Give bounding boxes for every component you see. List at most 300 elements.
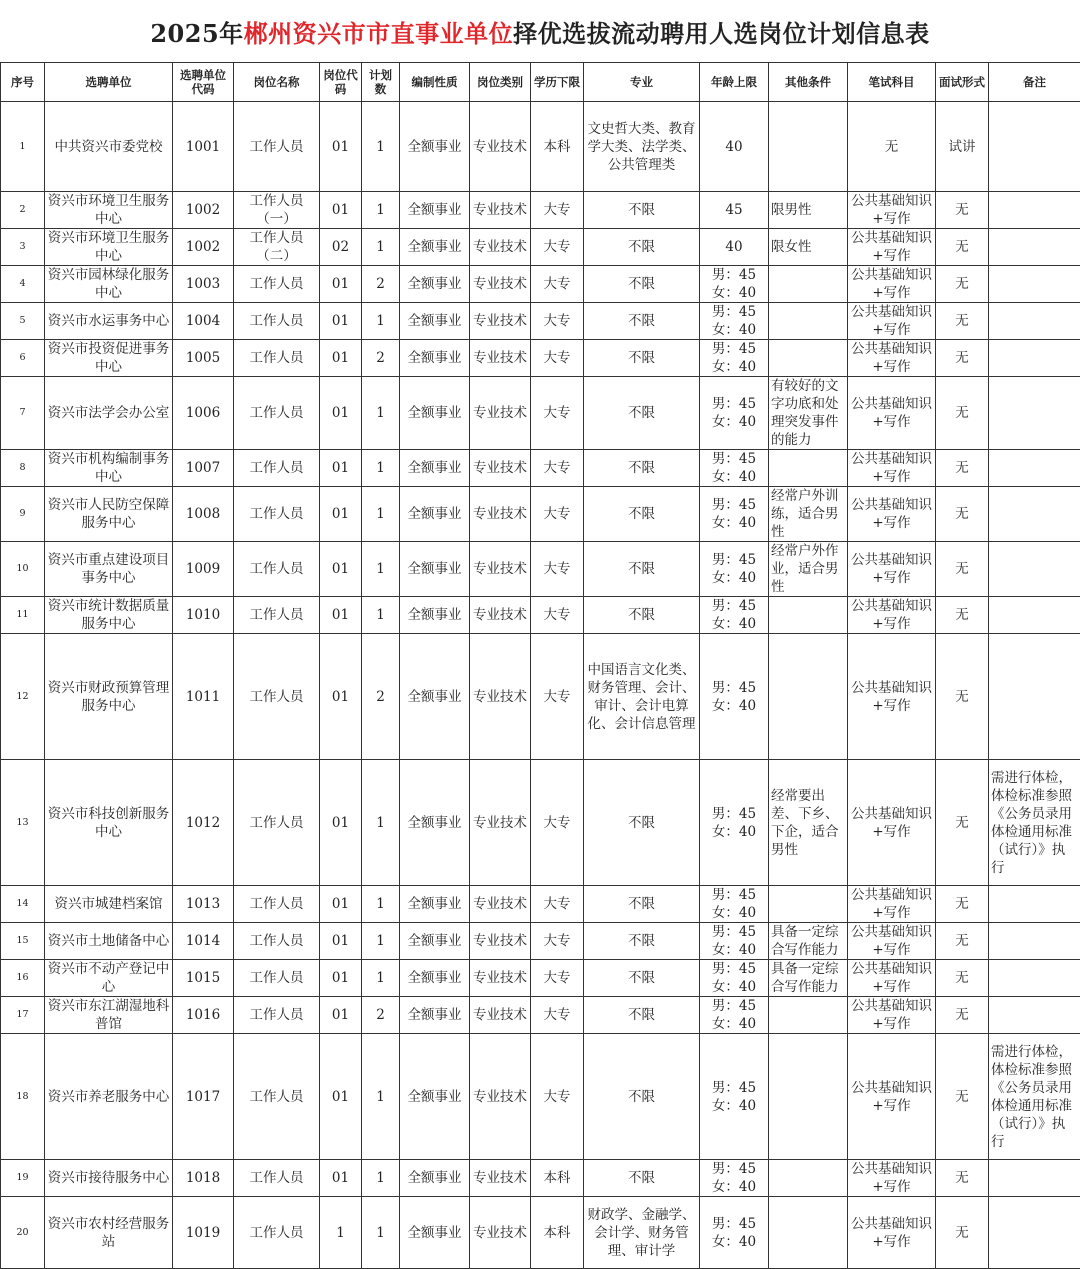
cell-interview: 无 xyxy=(936,542,989,597)
cell-note xyxy=(989,102,1080,192)
cell-num: 1 xyxy=(362,1034,400,1160)
cell-seq: 1 xyxy=(1,102,45,192)
cell-seq: 12 xyxy=(1,634,45,760)
cell-note xyxy=(989,997,1080,1034)
cell-pcode: 01 xyxy=(320,542,362,597)
cell-code: 1008 xyxy=(173,487,234,542)
cell-num: 1 xyxy=(362,487,400,542)
cell-category: 专业技术 xyxy=(470,886,531,923)
cell-category: 专业技术 xyxy=(470,1034,531,1160)
table-row xyxy=(1,192,1080,229)
cell-age: 男：45 女：40 xyxy=(700,1197,769,1269)
cell-nature: 全额事业 xyxy=(400,192,470,229)
cell-exam: 公共基础知识+写作 xyxy=(848,340,936,377)
cell-age: 男：45 女：40 xyxy=(700,760,769,886)
cell-category: 专业技术 xyxy=(470,1160,531,1197)
header-cell: 笔试科目 xyxy=(848,63,936,102)
cell-seq: 3 xyxy=(1,229,45,266)
cell-pcode: 01 xyxy=(320,1034,362,1160)
cell-category: 专业技术 xyxy=(470,450,531,487)
cell-seq: 8 xyxy=(1,450,45,487)
cell-category: 专业技术 xyxy=(470,102,531,192)
cell-exam: 公共基础知识+写作 xyxy=(848,266,936,303)
cell-post: 工作人员 xyxy=(234,960,320,997)
cell-major: 不限 xyxy=(584,1160,700,1197)
table-row xyxy=(1,597,1080,634)
cell-note xyxy=(989,923,1080,960)
cell-exam: 公共基础知识+写作 xyxy=(848,303,936,340)
cell-major: 财政学、金融学、会计学、财务管理、审计学 xyxy=(584,1197,700,1269)
cell-other: 限男性 xyxy=(769,192,848,229)
cell-pcode: 01 xyxy=(320,377,362,450)
cell-edu: 大专 xyxy=(531,377,584,450)
cell-post: 工作人员 xyxy=(234,997,320,1034)
header-row xyxy=(1,63,1080,102)
cell-edu: 大专 xyxy=(531,1034,584,1160)
cell-pcode: 01 xyxy=(320,886,362,923)
cell-nature: 全额事业 xyxy=(400,340,470,377)
cell-age: 男：45 女：40 xyxy=(700,1034,769,1160)
cell-nature: 全额事业 xyxy=(400,450,470,487)
cell-exam: 公共基础知识+写作 xyxy=(848,760,936,886)
cell-nature: 全额事业 xyxy=(400,634,470,760)
cell-pcode: 01 xyxy=(320,597,362,634)
cell-nature: 全额事业 xyxy=(400,886,470,923)
cell-note: 需进行体检，体检标准参照《公务员录用体检通用标准（试行）》执行 xyxy=(989,1034,1080,1160)
table-row xyxy=(1,229,1080,266)
cell-nature: 全额事业 xyxy=(400,960,470,997)
cell-code: 1005 xyxy=(173,340,234,377)
cell-unit: 资兴市园林绿化服务中心 xyxy=(45,266,173,303)
cell-unit: 资兴市重点建设项目事务中心 xyxy=(45,542,173,597)
cell-major: 不限 xyxy=(584,487,700,542)
cell-nature: 全额事业 xyxy=(400,102,470,192)
cell-unit: 资兴市机构编制事务中心 xyxy=(45,450,173,487)
cell-seq: 16 xyxy=(1,960,45,997)
cell-major: 文史哲大类、教育学大类、法学类、公共管理类 xyxy=(584,102,700,192)
cell-category: 专业技术 xyxy=(470,997,531,1034)
table-row xyxy=(1,997,1080,1034)
cell-interview: 无 xyxy=(936,266,989,303)
cell-num: 2 xyxy=(362,634,400,760)
cell-age: 男：45 女：40 xyxy=(700,266,769,303)
table-row xyxy=(1,960,1080,997)
cell-post: 工作人员 xyxy=(234,1034,320,1160)
title-rest: 择优选拔流动聘用人选岗位计划信息表 xyxy=(513,14,930,49)
cell-nature: 全额事业 xyxy=(400,597,470,634)
cell-exam: 公共基础知识+写作 xyxy=(848,192,936,229)
cell-interview: 无 xyxy=(936,377,989,450)
cell-exam: 公共基础知识+写作 xyxy=(848,542,936,597)
cell-code: 1002 xyxy=(173,192,234,229)
cell-seq: 14 xyxy=(1,886,45,923)
cell-category: 专业技术 xyxy=(470,597,531,634)
cell-interview: 无 xyxy=(936,1160,989,1197)
cell-other xyxy=(769,634,848,760)
cell-unit: 资兴市财政预算管理服务中心 xyxy=(45,634,173,760)
cell-age: 男：45 女：40 xyxy=(700,960,769,997)
cell-code: 1002 xyxy=(173,229,234,266)
cell-code: 1009 xyxy=(173,542,234,597)
cell-major: 不限 xyxy=(584,450,700,487)
header-cell: 备注 xyxy=(989,63,1080,102)
cell-age: 男：45 女：40 xyxy=(700,487,769,542)
cell-nature: 全额事业 xyxy=(400,1160,470,1197)
header-cell: 其他条件 xyxy=(769,63,848,102)
table-row xyxy=(1,266,1080,303)
cell-num: 2 xyxy=(362,266,400,303)
cell-seq: 11 xyxy=(1,597,45,634)
cell-other: 经常户外作业，适合男性 xyxy=(769,542,848,597)
cell-pcode: 1 xyxy=(320,1197,362,1269)
cell-code: 1017 xyxy=(173,1034,234,1160)
cell-pcode: 01 xyxy=(320,102,362,192)
header-cell: 选聘单位代码 xyxy=(173,63,234,102)
cell-interview: 无 xyxy=(936,997,989,1034)
cell-edu: 大专 xyxy=(531,597,584,634)
cell-code: 1015 xyxy=(173,960,234,997)
cell-edu: 大专 xyxy=(531,229,584,266)
cell-category: 专业技术 xyxy=(470,340,531,377)
cell-pcode: 01 xyxy=(320,340,362,377)
cell-interview: 无 xyxy=(936,229,989,266)
cell-interview: 无 xyxy=(936,303,989,340)
cell-post: 工作人员 xyxy=(234,340,320,377)
cell-pcode: 01 xyxy=(320,760,362,886)
cell-num: 1 xyxy=(362,377,400,450)
cell-exam: 公共基础知识+写作 xyxy=(848,634,936,760)
cell-edu: 大专 xyxy=(531,634,584,760)
cell-code: 1003 xyxy=(173,266,234,303)
cell-code: 1012 xyxy=(173,760,234,886)
cell-category: 专业技术 xyxy=(470,266,531,303)
cell-nature: 全额事业 xyxy=(400,542,470,597)
cell-num: 1 xyxy=(362,1197,400,1269)
cell-seq: 7 xyxy=(1,377,45,450)
cell-exam: 公共基础知识+写作 xyxy=(848,377,936,450)
cell-other: 限女性 xyxy=(769,229,848,266)
cell-category: 专业技术 xyxy=(470,923,531,960)
cell-pcode: 01 xyxy=(320,487,362,542)
cell-seq: 5 xyxy=(1,303,45,340)
table-row xyxy=(1,1034,1080,1160)
cell-code: 1014 xyxy=(173,923,234,960)
cell-seq: 20 xyxy=(1,1197,45,1269)
cell-exam: 公共基础知识+写作 xyxy=(848,1197,936,1269)
cell-age: 男：45 女：40 xyxy=(700,542,769,597)
cell-category: 专业技术 xyxy=(470,760,531,886)
header-cell: 面试形式 xyxy=(936,63,989,102)
cell-edu: 大专 xyxy=(531,923,584,960)
cell-seq: 2 xyxy=(1,192,45,229)
cell-seq: 10 xyxy=(1,542,45,597)
cell-nature: 全额事业 xyxy=(400,1197,470,1269)
cell-age: 男：45 女：40 xyxy=(700,997,769,1034)
cell-major: 不限 xyxy=(584,192,700,229)
cell-post: 工作人员 xyxy=(234,760,320,886)
cell-edu: 大专 xyxy=(531,960,584,997)
cell-major: 不限 xyxy=(584,923,700,960)
cell-note xyxy=(989,487,1080,542)
cell-edu: 本科 xyxy=(531,1160,584,1197)
cell-note xyxy=(989,266,1080,303)
cell-age: 40 xyxy=(700,229,769,266)
cell-num: 1 xyxy=(362,450,400,487)
cell-edu: 大专 xyxy=(531,266,584,303)
cell-pcode: 01 xyxy=(320,960,362,997)
cell-pcode: 02 xyxy=(320,229,362,266)
cell-note xyxy=(989,886,1080,923)
cell-post: 工作人员 xyxy=(234,886,320,923)
cell-post: 工作人员 xyxy=(234,487,320,542)
cell-age: 男：45 女：40 xyxy=(700,597,769,634)
cell-exam: 公共基础知识+写作 xyxy=(848,229,936,266)
table-row xyxy=(1,760,1080,886)
cell-note xyxy=(989,377,1080,450)
header-cell: 岗位名称 xyxy=(234,63,320,102)
cell-major: 中国语言文化类、财务管理、会计、审计、会计电算化、会计信息管理 xyxy=(584,634,700,760)
cell-unit: 资兴市土地储备中心 xyxy=(45,923,173,960)
cell-interview: 无 xyxy=(936,634,989,760)
table-row xyxy=(1,1197,1080,1269)
cell-note xyxy=(989,634,1080,760)
cell-num: 2 xyxy=(362,340,400,377)
cell-major: 不限 xyxy=(584,266,700,303)
cell-category: 专业技术 xyxy=(470,487,531,542)
cell-edu: 本科 xyxy=(531,1197,584,1269)
cell-num: 1 xyxy=(362,760,400,886)
cell-interview: 无 xyxy=(936,597,989,634)
cell-major: 不限 xyxy=(584,340,700,377)
cell-nature: 全额事业 xyxy=(400,760,470,886)
cell-seq: 4 xyxy=(1,266,45,303)
cell-age: 男：45 女：40 xyxy=(700,377,769,450)
cell-other xyxy=(769,1160,848,1197)
header-cell: 岗位类别 xyxy=(470,63,531,102)
cell-post: 工作人员 xyxy=(234,102,320,192)
cell-category: 专业技术 xyxy=(470,634,531,760)
cell-interview: 无 xyxy=(936,923,989,960)
header-cell: 岗位代码 xyxy=(320,63,362,102)
cell-category: 专业技术 xyxy=(470,192,531,229)
table-row xyxy=(1,377,1080,450)
cell-post: 工作人员 xyxy=(234,597,320,634)
table-row xyxy=(1,1160,1080,1197)
cell-code: 1006 xyxy=(173,377,234,450)
cell-exam: 公共基础知识+写作 xyxy=(848,597,936,634)
cell-major: 不限 xyxy=(584,542,700,597)
header-cell: 编制性质 xyxy=(400,63,470,102)
cell-category: 专业技术 xyxy=(470,303,531,340)
cell-seq: 9 xyxy=(1,487,45,542)
cell-nature: 全额事业 xyxy=(400,1034,470,1160)
cell-other xyxy=(769,597,848,634)
cell-nature: 全额事业 xyxy=(400,487,470,542)
cell-age: 男：45 女：40 xyxy=(700,923,769,960)
cell-age: 45 xyxy=(700,192,769,229)
cell-nature: 全额事业 xyxy=(400,266,470,303)
cell-unit: 资兴市东江湖湿地科普馆 xyxy=(45,997,173,1034)
cell-other: 具备一定综合写作能力 xyxy=(769,960,848,997)
cell-major: 不限 xyxy=(584,960,700,997)
cell-other: 经常户外训练，适合男性 xyxy=(769,487,848,542)
cell-pcode: 01 xyxy=(320,634,362,760)
table-row xyxy=(1,303,1080,340)
cell-other xyxy=(769,102,848,192)
cell-post: 工作人员 xyxy=(234,1160,320,1197)
cell-seq: 13 xyxy=(1,760,45,886)
cell-note xyxy=(989,597,1080,634)
header-cell: 选聘单位 xyxy=(45,63,173,102)
cell-post: 工作人员 xyxy=(234,542,320,597)
cell-major: 不限 xyxy=(584,229,700,266)
cell-seq: 17 xyxy=(1,997,45,1034)
cell-post: 工作人员 xyxy=(234,634,320,760)
cell-edu: 大专 xyxy=(531,303,584,340)
cell-post: 工作人员 xyxy=(234,377,320,450)
cell-code: 1019 xyxy=(173,1197,234,1269)
table-row xyxy=(1,450,1080,487)
cell-nature: 全额事业 xyxy=(400,303,470,340)
cell-category: 专业技术 xyxy=(470,960,531,997)
cell-other xyxy=(769,1034,848,1160)
cell-age: 男：45 女：40 xyxy=(700,340,769,377)
cell-unit: 资兴市不动产登记中心 xyxy=(45,960,173,997)
cell-unit: 资兴市投资促进事务中心 xyxy=(45,340,173,377)
cell-interview: 无 xyxy=(936,340,989,377)
cell-pcode: 01 xyxy=(320,303,362,340)
cell-nature: 全额事业 xyxy=(400,377,470,450)
cell-other xyxy=(769,450,848,487)
cell-unit: 资兴市水运事务中心 xyxy=(45,303,173,340)
cell-other xyxy=(769,340,848,377)
cell-code: 1016 xyxy=(173,997,234,1034)
cell-num: 1 xyxy=(362,597,400,634)
cell-num: 1 xyxy=(362,192,400,229)
cell-edu: 大专 xyxy=(531,340,584,377)
cell-post: 工作人员 xyxy=(234,266,320,303)
cell-note xyxy=(989,229,1080,266)
cell-exam: 公共基础知识+写作 xyxy=(848,1160,936,1197)
cell-nature: 全额事业 xyxy=(400,229,470,266)
cell-pcode: 01 xyxy=(320,1160,362,1197)
cell-note xyxy=(989,192,1080,229)
cell-post: 工作人员 xyxy=(234,303,320,340)
cell-code: 1013 xyxy=(173,886,234,923)
cell-major: 不限 xyxy=(584,303,700,340)
cell-note: 需进行体检，体检标准参照《公务员录用体检通用标准（试行）》执行 xyxy=(989,760,1080,886)
cell-exam: 公共基础知识+写作 xyxy=(848,997,936,1034)
cell-nature: 全额事业 xyxy=(400,997,470,1034)
cell-major: 不限 xyxy=(584,597,700,634)
cell-code: 1001 xyxy=(173,102,234,192)
cell-unit: 资兴市城建档案馆 xyxy=(45,886,173,923)
cell-age: 男：45 女：40 xyxy=(700,450,769,487)
cell-unit: 资兴市养老服务中心 xyxy=(45,1034,173,1160)
cell-num: 1 xyxy=(362,923,400,960)
cell-exam: 公共基础知识+写作 xyxy=(848,923,936,960)
cell-unit: 资兴市统计数据质量服务中心 xyxy=(45,597,173,634)
cell-unit: 资兴市环境卫生服务中心 xyxy=(45,192,173,229)
cell-interview: 无 xyxy=(936,760,989,886)
cell-age: 40 xyxy=(700,102,769,192)
cell-note xyxy=(989,340,1080,377)
cell-category: 专业技术 xyxy=(470,542,531,597)
cell-edu: 大专 xyxy=(531,450,584,487)
cell-pcode: 01 xyxy=(320,450,362,487)
cell-pcode: 01 xyxy=(320,266,362,303)
cell-note xyxy=(989,960,1080,997)
cell-seq: 19 xyxy=(1,1160,45,1197)
cell-num: 1 xyxy=(362,886,400,923)
cell-unit: 资兴市科技创新服务中心 xyxy=(45,760,173,886)
cell-unit: 资兴市人民防空保障服务中心 xyxy=(45,487,173,542)
cell-code: 1018 xyxy=(173,1160,234,1197)
cell-edu: 大专 xyxy=(531,760,584,886)
cell-seq: 6 xyxy=(1,340,45,377)
cell-nature: 全额事业 xyxy=(400,923,470,960)
cell-unit: 中共资兴市委党校 xyxy=(45,102,173,192)
cell-interview: 无 xyxy=(936,487,989,542)
cell-age: 男：45 女：40 xyxy=(700,634,769,760)
title-year: 2025年 xyxy=(150,14,243,49)
page-title xyxy=(0,0,1080,62)
cell-interview: 试讲 xyxy=(936,102,989,192)
header-cell: 年龄上限 xyxy=(700,63,769,102)
cell-major: 不限 xyxy=(584,886,700,923)
cell-code: 1007 xyxy=(173,450,234,487)
cell-post: 工作人员 xyxy=(234,923,320,960)
table-row xyxy=(1,340,1080,377)
table-row xyxy=(1,923,1080,960)
cell-note xyxy=(989,450,1080,487)
cell-post: 工作人员（二） xyxy=(234,229,320,266)
cell-note xyxy=(989,1197,1080,1269)
cell-num: 1 xyxy=(362,303,400,340)
cell-exam: 无 xyxy=(848,102,936,192)
cell-edu: 大专 xyxy=(531,487,584,542)
cell-num: 2 xyxy=(362,997,400,1034)
cell-other: 具备一定综合写作能力 xyxy=(769,923,848,960)
cell-unit: 资兴市环境卫生服务中心 xyxy=(45,229,173,266)
cell-post: 工作人员 xyxy=(234,450,320,487)
cell-major: 不限 xyxy=(584,377,700,450)
cell-pcode: 01 xyxy=(320,923,362,960)
cell-num: 1 xyxy=(362,1160,400,1197)
cell-age: 男：45 女：40 xyxy=(700,1160,769,1197)
cell-unit: 资兴市农村经营服务站 xyxy=(45,1197,173,1269)
cell-other: 有较好的文字功底和处理突发事件的能力 xyxy=(769,377,848,450)
cell-other xyxy=(769,997,848,1034)
cell-seq: 18 xyxy=(1,1034,45,1160)
cell-age: 男：45 女：40 xyxy=(700,886,769,923)
cell-num: 1 xyxy=(362,542,400,597)
cell-exam: 公共基础知识+写作 xyxy=(848,886,936,923)
cell-note xyxy=(989,1160,1080,1197)
cell-category: 专业技术 xyxy=(470,377,531,450)
cell-major: 不限 xyxy=(584,1034,700,1160)
cell-exam: 公共基础知识+写作 xyxy=(848,960,936,997)
header-cell: 计划数 xyxy=(362,63,400,102)
cell-edu: 大专 xyxy=(531,997,584,1034)
cell-code: 1004 xyxy=(173,303,234,340)
header-cell: 学历下限 xyxy=(531,63,584,102)
cell-interview: 无 xyxy=(936,450,989,487)
cell-unit: 资兴市接待服务中心 xyxy=(45,1160,173,1197)
cell-post: 工作人员 xyxy=(234,1197,320,1269)
cell-num: 1 xyxy=(362,102,400,192)
cell-other: 经常要出差、下乡、下企，适合男性 xyxy=(769,760,848,886)
